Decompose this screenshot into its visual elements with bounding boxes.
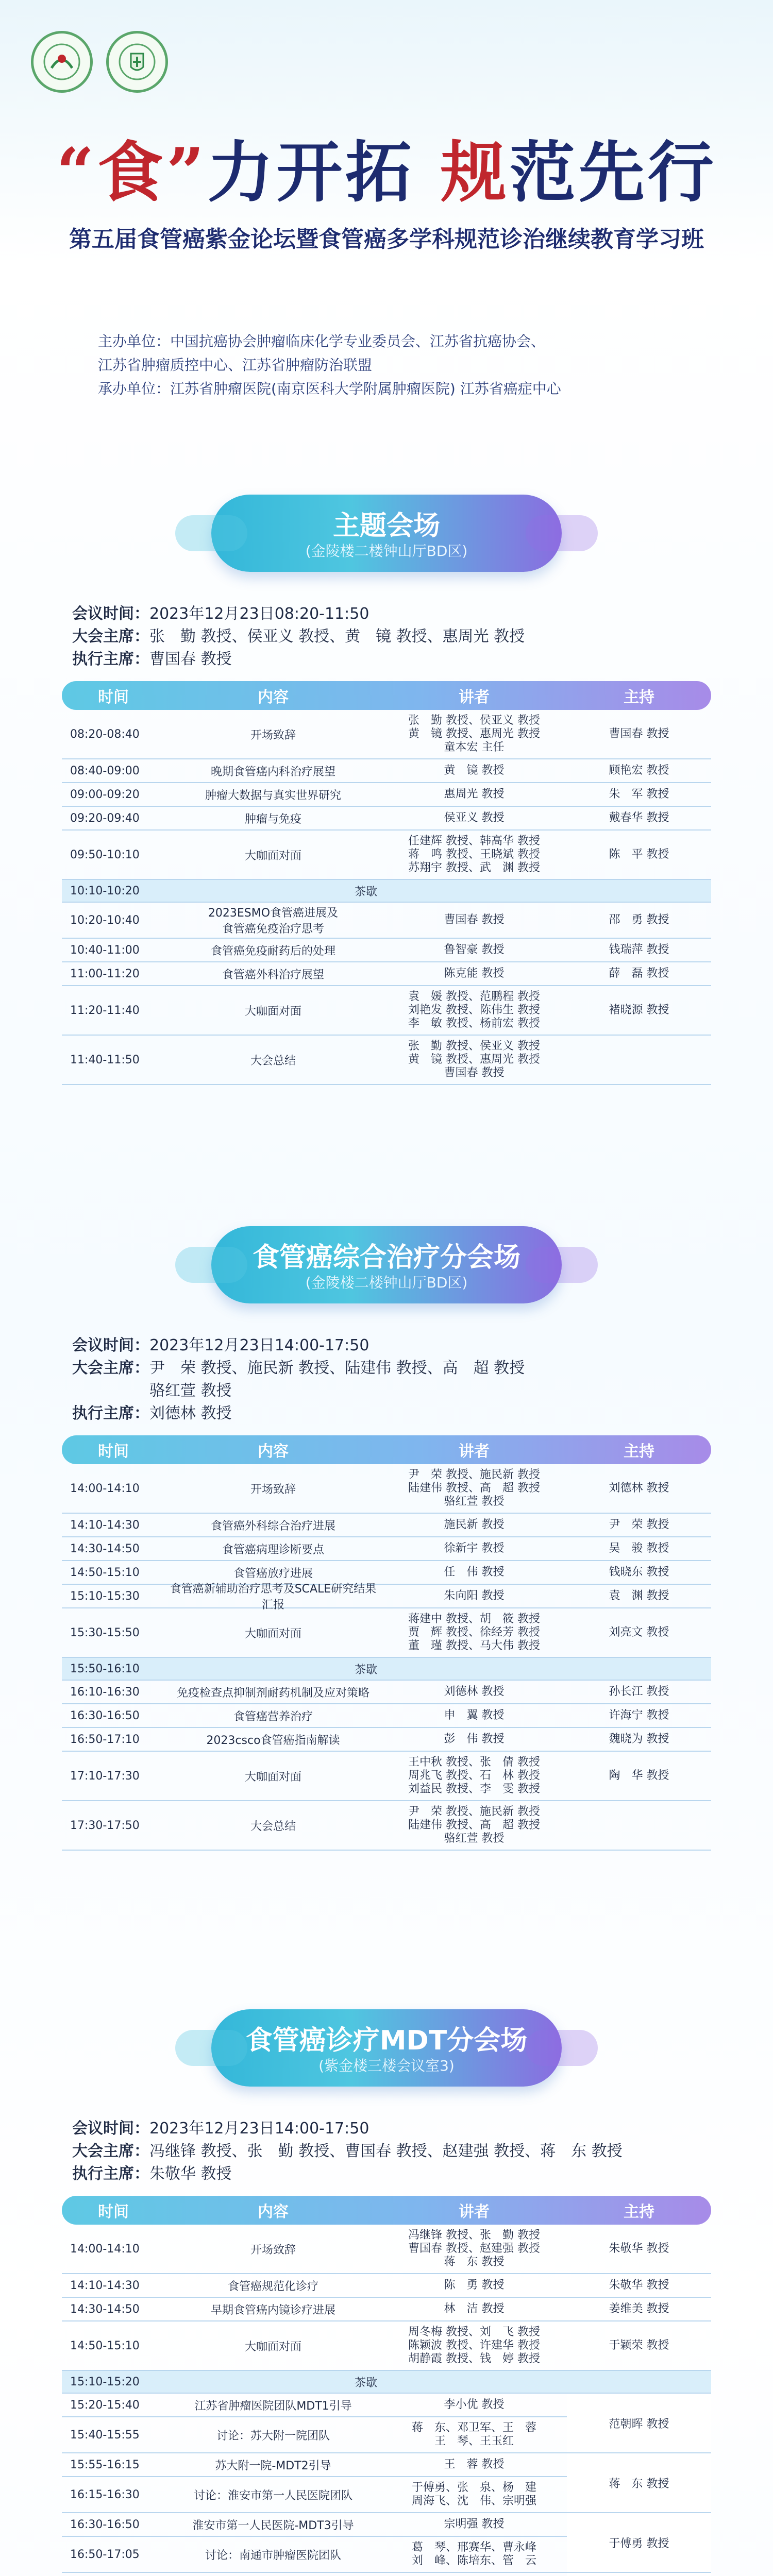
table-row xyxy=(62,903,711,939)
cell-speaker: 张 勤 教授、侯亚义 教授 黄 镜 教授、惠周光 教授 曹国春 教授 xyxy=(408,1040,540,1079)
organizer-line: 承办单位：江苏省肿瘤医院(南京医科大学附属肿瘤医院) 江苏省癌症中心 xyxy=(98,380,561,397)
table-row xyxy=(62,1728,711,1752)
merged-host-cell: 于傅勇 教授 xyxy=(567,2513,711,2572)
cell-speaker: 葛 琴、邢赛华、曹永峰 刘 峰、陈培东、管 云 xyxy=(411,2541,536,2567)
table-row xyxy=(62,1514,711,1537)
right-logo xyxy=(106,31,168,93)
cell-content: 食管癌病理诊断要点 xyxy=(222,1543,324,1556)
cell-speaker: 申 翼 教授 xyxy=(444,1709,505,1722)
chair-line xyxy=(72,2140,701,2163)
cell-content: 大咖面对面 xyxy=(244,1770,301,1784)
cell-speaker: 周冬梅 教授、刘 飞 教授 陈颖波 教授、许建华 教授 胡静霞 教授、钱 婷 教授 xyxy=(408,2326,540,2365)
chair-label: 大会主席： xyxy=(72,628,149,646)
event-title: 第五届食管癌紫金论坛暨食管癌多学科规范诊治继续教育学习班 xyxy=(69,226,704,252)
cell-host: 曹国春 教授 xyxy=(609,727,669,740)
cell-speaker: 尹 荣 教授、施民新 教授 陆建伟 教授、高 超 教授 骆红萱 教授 xyxy=(408,1468,540,1508)
chair-label: 大会主席： xyxy=(72,1359,149,1377)
cell-time: 09:50-10:10 xyxy=(70,848,140,861)
cell-time: 14:10-14:30 xyxy=(70,1518,140,1532)
cell-content: 食管癌规范化诊疗 xyxy=(227,2280,318,2293)
logo-group xyxy=(31,31,168,93)
cell-content: 食管癌外科治疗展望 xyxy=(222,968,324,981)
cell-content: 开场致辞 xyxy=(250,728,296,742)
cell-speaker: 蒋 东、邓卫军、王 蓉 王 琴、王玉红 xyxy=(411,2421,536,2448)
cell-speaker: 袁 媛 教授、范鹏程 教授 刘艳发 教授、陈伟生 教授 李 敏 教授、杨前宏 教授 xyxy=(408,990,540,1030)
venue-banner xyxy=(0,495,773,577)
cell-content: 肿瘤大数据与真实世界研究 xyxy=(205,789,341,802)
cell-content: 开场致辞 xyxy=(250,1483,296,1496)
meeting-time-line xyxy=(72,603,701,625)
cell-content: 免疫检查点抑制剂耐药机制及应对策略 xyxy=(176,1686,369,1700)
cell-time: 14:00-14:10 xyxy=(70,1482,140,1495)
chair-line xyxy=(72,1357,701,1380)
session-meta xyxy=(72,1334,701,1425)
table-row xyxy=(62,807,711,831)
slogan-part-2: 力开拓 xyxy=(207,134,441,211)
column-header: 主持 xyxy=(624,2203,654,2221)
cell-host: 钱瑞萍 教授 xyxy=(609,943,669,956)
table-header xyxy=(62,1435,711,1464)
cell-host: 朱 军 教授 xyxy=(609,788,669,801)
table-row xyxy=(62,962,711,986)
medical-association-emblem-icon xyxy=(41,41,82,82)
cell-time: 10:20-10:40 xyxy=(70,913,140,927)
cell-content: 讨论：苏大附一院团队 xyxy=(216,2429,330,2443)
column-header: 主持 xyxy=(624,688,654,706)
cell-speaker: 任建辉 教授、韩高华 教授 蒋 鸣 教授、王晓斌 教授 苏翔宇 教授、武 渊 教授 xyxy=(408,835,540,874)
slogan-part-1: “食” xyxy=(56,134,208,211)
cell-speaker: 施民新 教授 xyxy=(444,1518,505,1531)
cell-content: 食管癌营养治疗 xyxy=(233,1710,313,1723)
cell-time: 15:50-16:10 xyxy=(70,1662,140,1675)
chair-label: 大会主席： xyxy=(72,2142,149,2160)
cell-host: 朱敬华 教授 xyxy=(609,2242,669,2255)
cell-content: 开场致辞 xyxy=(250,2243,296,2257)
cell-content: 晚期食管癌内科治疗展望 xyxy=(210,765,335,778)
chair-line xyxy=(72,625,701,648)
exec-chair-line xyxy=(72,648,701,671)
cell-time: 08:40-09:00 xyxy=(70,764,140,777)
cell-host: 朱敬华 教授 xyxy=(609,2279,669,2292)
cell-time: 14:00-14:10 xyxy=(70,2242,140,2256)
cell-content: 食管癌新辅助治疗思考及SCALE研究结果汇报 xyxy=(170,1583,377,1612)
cell-host: 许海宁 教授 xyxy=(609,1709,669,1722)
cell-host: 薛 磊 教授 xyxy=(609,967,669,980)
cell-speaker: 张 勤 教授、侯亚义 教授 黄 镜 教授、惠周光 教授 童本宏 主任 xyxy=(408,714,540,754)
cell-time: 17:10-17:30 xyxy=(70,1769,140,1783)
cell-speaker: 王 蓉 教授 xyxy=(444,2458,505,2471)
cell-content: 茶歇 xyxy=(354,1663,377,1676)
cancer-association-emblem-icon xyxy=(116,41,158,82)
cell-time: 11:20-11:40 xyxy=(70,1004,140,1017)
column-header: 时间 xyxy=(98,2203,129,2221)
meeting-time-value: 2023年12月23日14:00-17:50 xyxy=(149,2120,369,2138)
meeting-time-label: 会议时间： xyxy=(72,605,149,623)
host-line-1: 主办单位：中国抗癌协会肿瘤临床化学专业委员会、江苏省抗癌协会、 xyxy=(98,333,546,350)
exec-chair-value: 刘德林 教授 xyxy=(149,1404,232,1422)
cell-host: 刘德林 教授 xyxy=(609,1482,669,1495)
cell-time: 17:30-17:50 xyxy=(70,1819,140,1832)
table-row xyxy=(62,759,711,783)
table-row xyxy=(62,1752,711,1801)
cell-speaker: 任 伟 教授 xyxy=(444,1566,505,1579)
meeting-time-label: 会议时间： xyxy=(72,2120,149,2138)
column-header: 主持 xyxy=(624,1443,654,1461)
cell-time: 15:55-16:15 xyxy=(70,2458,140,2471)
break-row xyxy=(62,1658,711,1681)
cell-time: 10:40-11:00 xyxy=(70,943,140,957)
cell-content: 食管癌外科综合治疗进展 xyxy=(210,1519,335,1533)
cell-speaker: 陈克能 教授 xyxy=(444,967,505,980)
table-row xyxy=(62,1801,711,1851)
cell-time: 16:50-17:10 xyxy=(70,1733,140,1746)
meeting-time-line xyxy=(72,1334,701,1357)
session-meta xyxy=(72,2117,701,2185)
exec-chair-value: 曹国春 教授 xyxy=(149,650,232,668)
slogan-part-3: 规 xyxy=(440,134,510,211)
exec-chair-label: 执行主席： xyxy=(72,1404,149,1422)
schedule-table xyxy=(62,2196,711,2576)
venue-location: (金陵楼二楼钟山厅BD区) xyxy=(305,543,468,560)
cell-content: 讨论：淮安市第一人民医院团队 xyxy=(193,2489,352,2502)
merged-host-cell xyxy=(567,2573,711,2576)
column-header: 讲者 xyxy=(459,688,490,706)
cell-content: 食管癌放疗进展 xyxy=(233,1567,313,1580)
cell-host: 于颖荣 教授 xyxy=(609,2339,669,2352)
cell-speaker: 李小优 教授 xyxy=(444,2398,505,2411)
cell-content: 苏大附一院-MDT2引导 xyxy=(215,2459,331,2472)
merged-host-cell: 蒋 东 教授 xyxy=(567,2453,711,2512)
schedule-table xyxy=(62,681,711,1085)
cell-speaker: 刘德林 教授 xyxy=(444,1685,505,1698)
cell-host: 魏晓为 教授 xyxy=(609,1733,669,1745)
cell-time: 11:40-11:50 xyxy=(70,1053,140,1066)
column-header: 内容 xyxy=(258,1443,289,1461)
table-row xyxy=(62,939,711,962)
cell-speaker: 侯亚义 教授 xyxy=(444,811,505,824)
cell-speaker: 彭 伟 教授 xyxy=(444,1733,505,1745)
cell-speaker: 蒋建中 教授、胡 筱 教授 贾 辉 教授、徐经芳 教授 董 瑾 教授、马大伟 教授 xyxy=(408,1613,540,1652)
cell-speaker: 宗明强 教授 xyxy=(444,2518,505,2531)
cell-content: 讨论：南通市肿瘤医院团队 xyxy=(205,2549,341,2562)
venue-banner xyxy=(0,2009,773,2092)
table-row xyxy=(62,2274,711,2298)
cell-speaker: 惠周光 教授 xyxy=(444,788,505,801)
column-header: 内容 xyxy=(258,688,289,706)
cell-time: 16:50-17:05 xyxy=(70,2548,140,2561)
cell-host: 袁 渊 教授 xyxy=(609,1589,669,1602)
cell-host: 邵 勇 教授 xyxy=(609,913,669,926)
chair-line-2: 骆红萱 教授 xyxy=(149,1382,232,1400)
slogan xyxy=(0,134,773,211)
cell-host: 顾艳宏 教授 xyxy=(609,764,669,777)
column-header: 时间 xyxy=(98,1443,129,1461)
meeting-time-label: 会议时间： xyxy=(72,1336,149,1354)
table-row xyxy=(62,1561,711,1585)
cell-host: 钱晓东 教授 xyxy=(609,1566,669,1579)
cell-time: 14:10-14:30 xyxy=(70,2279,140,2292)
cell-content: 江苏省肿瘤医院团队MDT1引导 xyxy=(194,2399,352,2413)
cell-content: 茶歇 xyxy=(354,885,377,899)
cell-content: 大咖面对面 xyxy=(244,1005,301,1018)
cell-time: 14:50-15:10 xyxy=(70,2339,140,2352)
chair-value: 张 勤 教授、侯亚义 教授、黄 镜 教授、惠周光 教授 xyxy=(149,628,525,646)
table-row xyxy=(62,1583,711,1612)
host-line-2: 江苏省肿瘤质控中心、江苏省肿瘤防治联盟 xyxy=(98,357,373,374)
slogan-part-4: 范先行 xyxy=(509,134,717,211)
cell-content: 早期食管癌内镜诊疗进展 xyxy=(210,2303,335,2317)
cell-time: 14:50-15:10 xyxy=(70,1566,140,1579)
cell-speaker: 曹国春 教授 xyxy=(444,913,505,926)
cell-content: 茶歇 xyxy=(354,2376,377,2389)
cell-host: 陈 平 教授 xyxy=(609,848,669,861)
cell-time: 11:00-11:20 xyxy=(70,967,140,980)
cell-time: 15:40-15:55 xyxy=(70,2428,140,2442)
cell-content: 大会总结 xyxy=(250,1054,296,1067)
cell-speaker: 于傅勇、张 泉、杨 建 周海飞、沈 伟、宗明强 xyxy=(411,2481,536,2507)
break-row xyxy=(62,880,711,903)
column-header: 讲者 xyxy=(459,2203,490,2221)
cell-content: 食管癌免疫耐药后的处理 xyxy=(210,944,335,958)
meeting-time-line xyxy=(72,2117,701,2140)
table-header xyxy=(62,681,711,710)
cell-content: 大会总结 xyxy=(250,1820,296,1833)
cell-time: 15:20-15:40 xyxy=(70,2398,140,2412)
cell-time: 14:30-14:50 xyxy=(70,1542,140,1555)
break-row xyxy=(62,2371,711,2394)
cell-host: 褚晓源 教授 xyxy=(609,1004,669,1016)
cell-time: 15:10-15:20 xyxy=(70,2375,140,2388)
cell-host: 刘亮文 教授 xyxy=(609,1626,669,1639)
table-header xyxy=(62,2196,711,2225)
cell-time: 14:30-14:50 xyxy=(70,2302,140,2316)
cell-speaker: 陈 勇 教授 xyxy=(444,2279,505,2292)
exec-chair-label: 执行主席： xyxy=(72,2165,149,2183)
cell-speaker: 尹 荣 教授、施民新 教授 陆建伟 教授、高 超 教授 骆红萱 教授 xyxy=(408,1805,540,1845)
cell-time: 16:30-16:50 xyxy=(70,1709,140,1722)
table-row xyxy=(62,1464,711,1514)
table-row xyxy=(62,986,711,1036)
cell-time: 16:10-16:30 xyxy=(70,1685,140,1699)
table-row xyxy=(62,710,711,759)
cell-content: 2023ESMO食管癌进展及 食管癌免疫治疗思考 xyxy=(208,907,339,936)
exec-chair-line xyxy=(72,1402,701,1425)
cell-content: 肿瘤与免疫 xyxy=(244,812,301,826)
table-row xyxy=(62,783,711,807)
table-row xyxy=(62,1608,711,1658)
cell-speaker: 王中秋 教授、张 倩 教授 周兆飞 教授、石 林 教授 刘益民 教授、李 雯 教授 xyxy=(408,1756,540,1795)
venue-title: 食管癌诊疗MDT分会场 xyxy=(245,2025,528,2056)
session-meta xyxy=(72,603,701,671)
column-header: 内容 xyxy=(258,2203,289,2221)
table-row xyxy=(62,1681,711,1704)
left-logo xyxy=(31,31,93,93)
cell-speaker: 徐新宇 教授 xyxy=(444,1542,505,1555)
cell-host: 姜维美 教授 xyxy=(609,2302,669,2315)
cell-content: 淮安市第一人民医院-MDT3引导 xyxy=(192,2519,354,2532)
cell-host: 吴 骏 教授 xyxy=(609,1542,669,1555)
cell-time: 15:30-15:50 xyxy=(70,1626,140,1639)
cell-time: 09:00-09:20 xyxy=(70,788,140,801)
cell-host: 戴春华 教授 xyxy=(609,811,669,824)
cell-content: 大咖面对面 xyxy=(244,1627,301,1640)
cell-speaker: 鲁智豪 教授 xyxy=(444,943,505,956)
exec-chair-value: 朱敬华 教授 xyxy=(149,2165,232,2183)
cell-time: 16:30-16:50 xyxy=(70,2518,140,2531)
chair-value: 冯继锋 教授、张 勤 教授、曹国春 教授、赵建强 教授、蒋 东 教授 xyxy=(149,2142,623,2160)
venue-location: (金陵楼二楼钟山厅BD区) xyxy=(305,1274,468,1291)
cell-speaker: 林 洁 教授 xyxy=(444,2302,505,2315)
cell-host: 孙长江 教授 xyxy=(609,1685,669,1698)
exec-chair-line xyxy=(72,2163,701,2185)
organizers-block xyxy=(98,330,716,401)
cell-time: 08:20-08:40 xyxy=(70,727,140,741)
cell-time: 09:20-09:40 xyxy=(70,811,140,825)
table-row xyxy=(62,1537,711,1561)
hero xyxy=(0,134,773,253)
cell-speaker: 黄 镜 教授 xyxy=(444,764,505,777)
exec-chair-label: 执行主席： xyxy=(72,650,149,668)
table-row xyxy=(62,2298,711,2321)
schedule-table xyxy=(62,1435,711,1851)
cell-time: 10:10-10:20 xyxy=(70,884,140,897)
column-header: 讲者 xyxy=(459,1443,490,1461)
cell-speaker: 朱向阳 教授 xyxy=(444,1589,505,1602)
cell-speaker: 冯继锋 教授、张 勤 教授 曹国春 教授、赵建强 教授 蒋 东 教授 xyxy=(408,2229,540,2268)
meeting-time-value: 2023年12月23日08:20-11:50 xyxy=(149,605,369,623)
meeting-time-value: 2023年12月23日14:00-17:50 xyxy=(149,1336,369,1354)
cell-host: 尹 荣 教授 xyxy=(609,1518,669,1531)
venue-location: (紫金楼三楼会议室3) xyxy=(318,2057,455,2074)
table-row xyxy=(62,2321,711,2371)
cell-content: 大咖面对面 xyxy=(244,849,301,862)
table-row xyxy=(62,831,711,880)
cell-time: 16:15-16:30 xyxy=(70,2488,140,2501)
venue-title: 食管癌综合治疗分会场 xyxy=(252,1242,520,1273)
chair-value: 尹 荣 教授、施民新 教授、陆建伟 教授、高 超 教授 xyxy=(149,1359,525,1377)
merged-host-cell: 范朝晖 教授 xyxy=(567,2394,711,2452)
cell-host: 陶 华 教授 xyxy=(609,1769,669,1782)
cell-content: 2023csco食管癌指南解读 xyxy=(206,1734,340,1747)
venue-banner xyxy=(0,1226,773,1309)
column-header: 时间 xyxy=(98,688,129,706)
table-row xyxy=(62,1036,711,1085)
table-row xyxy=(62,2225,711,2274)
cell-time: 15:10-15:30 xyxy=(70,1589,140,1603)
cell-content: 大咖面对面 xyxy=(244,2340,301,2353)
table-row xyxy=(62,1704,711,1728)
venue-title: 主题会场 xyxy=(332,511,440,541)
